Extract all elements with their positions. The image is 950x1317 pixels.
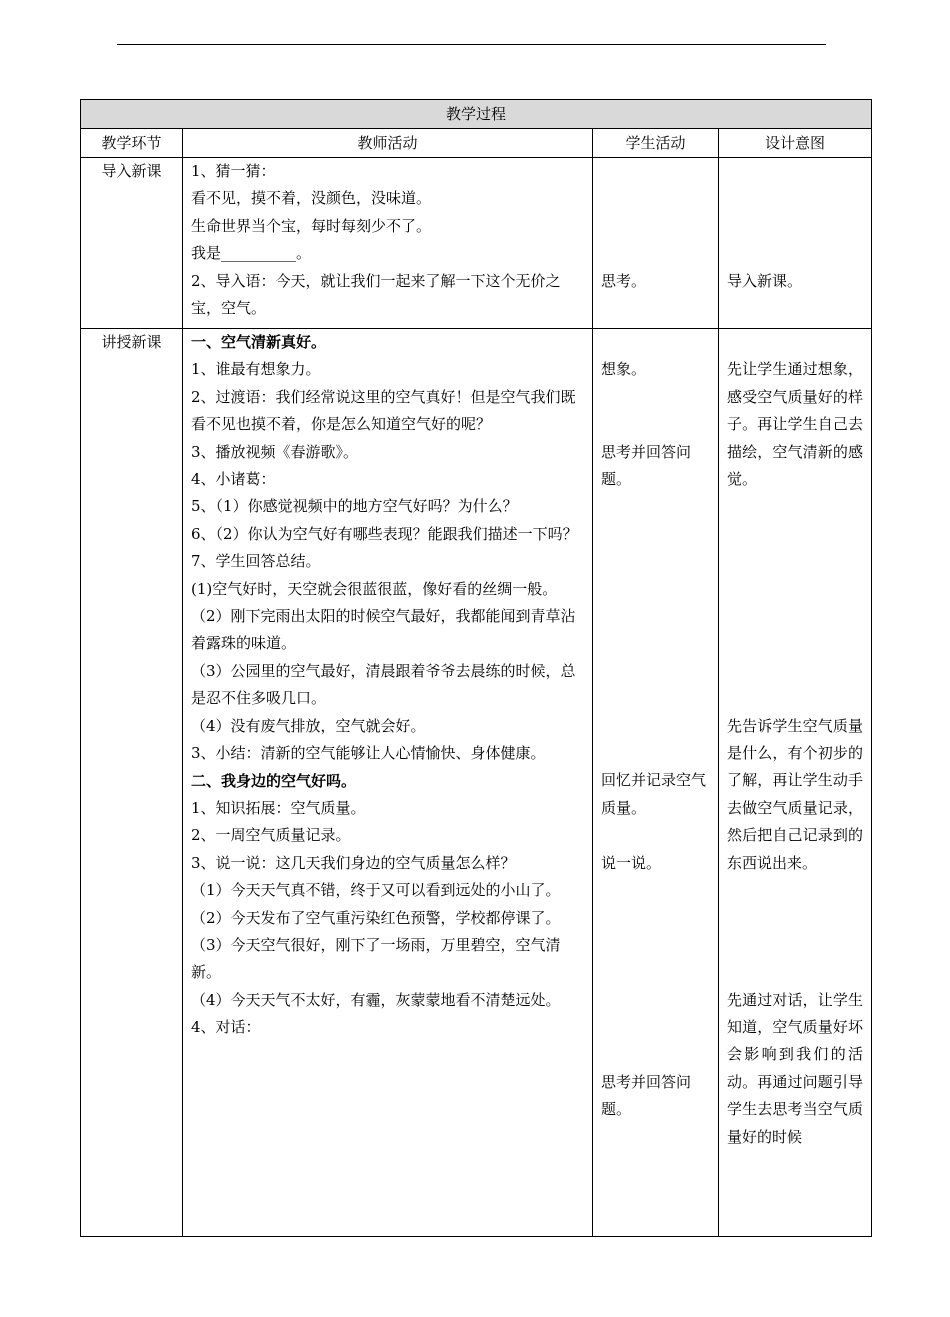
teacher-paragraph: 2、导入语：今天，就让我们一起来了解一下这个无价之宝，空气。 <box>191 271 561 318</box>
table-row <box>81 158 872 329</box>
teacher-paragraph: （2）刚下完雨出太阳的时候空气最好，我都能闻到青草沾着露珠的味道。 <box>191 607 576 653</box>
teacher-paragraph: （3）公园里的空气最好，清晨跟着爷爷去晨练的时候，总是忍不住多吸几口。 <box>191 661 576 708</box>
design-intent-text: 先让学生通过想象，感受空气质量好的样子。再让学生自己去描绘，空气清新的感觉。 <box>727 360 864 489</box>
design-intent-cell <box>719 329 872 1237</box>
teacher-paragraph: 1、谁最有想象力。 <box>191 360 321 379</box>
section-heading: 一、空气清新真好。 <box>191 333 327 351</box>
student-activity-text: 思考并回答问题。 <box>601 1072 692 1119</box>
header-student: 学生活动 <box>593 129 719 158</box>
teacher-paragraph: 5、（1）你感觉视频中的地方空气好吗？为什么？ <box>191 497 518 516</box>
teacher-paragraph: （4）没有废气排放，空气就会好。 <box>191 716 426 735</box>
teacher-paragraph: 6、（2）你认为空气好有哪些表现？能跟我们描述一下吗？ <box>191 524 578 543</box>
teacher-paragraph: 3、说一说：这几天我们身边的空气质量怎么样？ <box>191 853 516 872</box>
teacher-activity-cell <box>183 158 593 329</box>
design-intent-text: 先告诉学生空气质量是什么，有个初步的了解，再让学生动手去做空气质量记录，然后把自己记录到的东西说出来。 <box>727 716 864 872</box>
teacher-paragraph: 7、学生回答总结。 <box>191 552 321 571</box>
student-activity-cell <box>593 329 719 1237</box>
teacher-paragraph: 我是__________。 <box>191 244 312 263</box>
teacher-paragraph: 2、过渡语：我们经常说这里的空气真好！但是空气我们既看不见也摸不着，你是怎么知道空气好的呢？ <box>191 387 576 434</box>
header-intent: 设计意图 <box>719 129 872 158</box>
student-activity-text: 回忆并记录空气质量。 <box>601 771 707 817</box>
student-activity-text: 说一说。 <box>601 853 662 872</box>
teacher-paragraph: (1)空气好时，天空就会很蓝很蓝，像好看的丝绸一般。 <box>191 579 558 598</box>
teacher-activity-cell <box>183 329 593 1237</box>
design-intent-text: 先通过对话，让学生知道，空气质量好坏会影响到我们的活动。再通过问题引导学生去思考当空气质量好的时候 <box>727 990 864 1146</box>
header-teacher: 教师活动 <box>183 129 593 158</box>
design-intent-text: 导入新课。 <box>727 271 803 290</box>
student-activity-text: 思考并回答问题。 <box>601 442 692 488</box>
teacher-paragraph: 4、对话： <box>191 1018 261 1037</box>
header-rule <box>117 44 826 45</box>
teacher-paragraph: 1、知识拓展：空气质量。 <box>191 798 366 817</box>
teacher-paragraph: （3）今天空气很好，刚下了一场雨，万里碧空，空气清新。 <box>191 935 561 982</box>
teacher-paragraph: 1、猜一猜： <box>191 162 276 180</box>
section-heading: 二、我身边的空气好吗。 <box>191 771 357 790</box>
header-row <box>81 129 872 158</box>
table-title: 教学过程 <box>81 100 872 129</box>
stage-cell: 导入新课 <box>81 158 183 329</box>
student-activity-cell <box>593 158 719 329</box>
teacher-paragraph: 2、一周空气质量记录。 <box>191 826 351 845</box>
stage-cell: 讲授新课 <box>81 329 183 1237</box>
table-row <box>81 329 872 1237</box>
teacher-paragraph: （1）今天天气真不错，终于又可以看到远处的小山了。 <box>191 881 561 900</box>
teacher-paragraph: 生命世界当个宝，每时每刻少不了。 <box>191 216 432 235</box>
teacher-paragraph: 3、小结：清新的空气能够让人心情愉快、身体健康。 <box>191 744 546 763</box>
teacher-paragraph: 3、播放视频《春游歌》。 <box>191 442 359 461</box>
teacher-paragraph: （2）今天发布了空气重污染红色预警，学校都停课了。 <box>191 908 561 927</box>
header-stage: 教学环节 <box>81 129 183 158</box>
teacher-paragraph: （4）今天天气不太好，有霾，灰蒙蒙地看不清楚远处。 <box>191 990 561 1009</box>
teaching-process-table <box>80 99 872 1237</box>
teacher-paragraph: 4、小诸葛： <box>191 470 276 489</box>
student-activity-text: 想象。 <box>601 360 647 379</box>
teacher-paragraph: 看不见，摸不着，没颜色，没味道。 <box>191 189 432 208</box>
design-intent-cell <box>719 158 872 329</box>
student-activity-text: 思考。 <box>601 271 647 290</box>
